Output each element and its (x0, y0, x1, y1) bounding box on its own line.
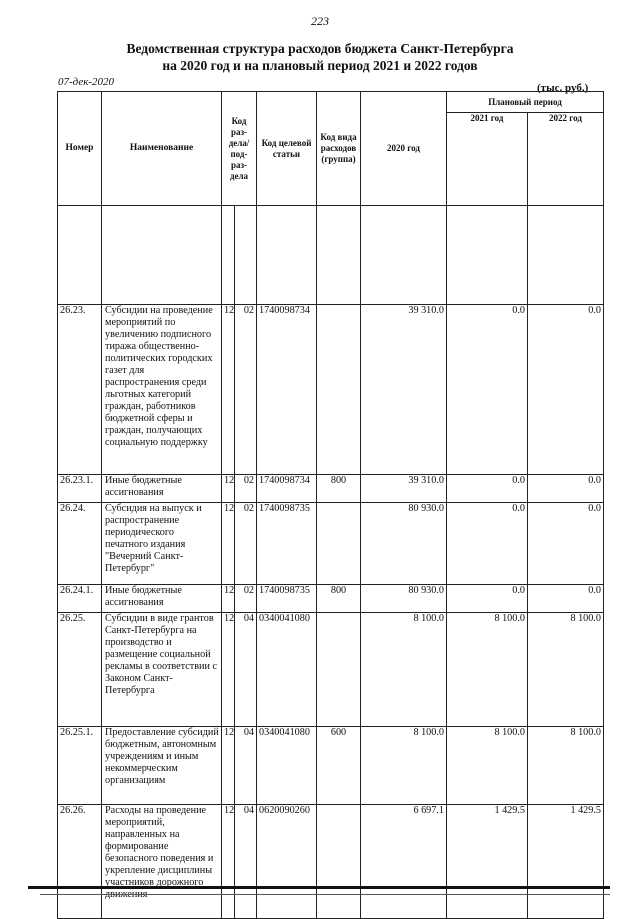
row-section: 12 (222, 475, 235, 503)
row-kvr (317, 613, 361, 727)
row-2022: 0.0 (528, 503, 604, 585)
row-name: Иные бюджетные ассигнования (102, 585, 222, 613)
header-target: Код целевой статьи (257, 92, 317, 206)
budget-table (57, 91, 604, 919)
table-row (58, 727, 604, 805)
header-2021: 2021 год (447, 113, 528, 206)
row-section: 12 (222, 727, 235, 805)
header-2022: 2022 год (528, 113, 604, 206)
row-2020: 80 930.0 (361, 503, 447, 585)
row-2022: 0.0 (528, 305, 604, 475)
row-kvr: 800 (317, 475, 361, 503)
row-name: Субсидии на проведение мероприятий по увеличению подписного тиража общественно-политических городских газет для распространения среди льготных категорий граждан, работников бюджетной сферы и граждан, получающих социальную поддержку (102, 305, 222, 475)
row-2021: 1 429.5 (447, 805, 528, 919)
row-2020: 80 930.0 (361, 585, 447, 613)
row-target: 1740098735 (257, 585, 317, 613)
row-number: 26.23. (58, 305, 102, 475)
row-number: 26.25. (58, 613, 102, 727)
title-line-2: на 2020 год и на плановый период 2021 и 2022 годов (162, 58, 478, 73)
row-target: 1740098734 (257, 475, 317, 503)
row-2020: 8 100.0 (361, 613, 447, 727)
row-subsection: 04 (235, 727, 257, 805)
row-2020: 39 310.0 (361, 475, 447, 503)
header-name: Наименование (102, 92, 222, 206)
row-subsection: 04 (235, 613, 257, 727)
table-row (58, 613, 604, 727)
table-row (58, 305, 604, 475)
row-section: 12 (222, 503, 235, 585)
table-row (58, 503, 604, 585)
row-number: 26.26. (58, 805, 102, 919)
row-kvr: 600 (317, 727, 361, 805)
row-subsection: 02 (235, 503, 257, 585)
header-kvr: Код вида расходов (группа) (317, 92, 361, 206)
row-section: 12 (222, 585, 235, 613)
row-2021: 0.0 (447, 585, 528, 613)
table-row (58, 805, 604, 919)
row-target: 0620090260 (257, 805, 317, 919)
row-2022: 0.0 (528, 585, 604, 613)
row-target: 1740098734 (257, 305, 317, 475)
page-number: 223 (311, 14, 329, 28)
row-2020: 8 100.0 (361, 727, 447, 805)
row-kvr (317, 305, 361, 475)
row-2022: 1 429.5 (528, 805, 604, 919)
spacer-row (58, 206, 604, 305)
table-row (58, 475, 604, 503)
row-target: 0340041080 (257, 613, 317, 727)
row-number: 26.24. (58, 503, 102, 585)
row-name: Предоставление субсидий бюджетным, автономным учреждениям и иным некоммерческим организациям (102, 727, 222, 805)
row-kvr (317, 503, 361, 585)
row-kvr: 800 (317, 585, 361, 613)
row-target: 0340041080 (257, 727, 317, 805)
row-number: 26.25.1. (58, 727, 102, 805)
row-section: 12 (222, 805, 235, 919)
row-2021: 8 100.0 (447, 727, 528, 805)
document-title (0, 40, 640, 74)
row-name: Иные бюджетные ассигнования (102, 475, 222, 503)
document-date: 07-дек-2020 (58, 76, 115, 88)
row-kvr (317, 805, 361, 919)
row-section: 12 (222, 305, 235, 475)
units-label: (тыс. руб.) (537, 82, 589, 94)
row-2020: 39 310.0 (361, 305, 447, 475)
row-subsection: 04 (235, 805, 257, 919)
row-target: 1740098735 (257, 503, 317, 585)
footer-rule-thin (40, 894, 610, 895)
row-name: Субсидии в виде грантов Санкт-Петербурга на производство и размещение социальной рекламы в соответствии с Законом Санкт-Петербурга (102, 613, 222, 727)
header-number: Номер (58, 92, 102, 206)
row-number: 26.23.1. (58, 475, 102, 503)
header-planned-period: Плановый период (447, 92, 604, 113)
row-subsection: 02 (235, 475, 257, 503)
row-name: Расходы на проведение мероприятий, направленных на формирование безопасного поведения и укрепление дисциплины участников дорожного движения (102, 805, 222, 919)
row-section: 12 (222, 613, 235, 727)
row-number: 26.24.1. (58, 585, 102, 613)
row-name: Субсидия на выпуск и распространение периодического печатного издания "Вечерний Санкт-Петербург" (102, 503, 222, 585)
row-2021: 0.0 (447, 305, 528, 475)
title-line-1: Ведомственная структура расходов бюджета Санкт-Петербурга (126, 41, 514, 56)
table-row (58, 585, 604, 613)
row-2021: 0.0 (447, 503, 528, 585)
row-2022: 8 100.0 (528, 727, 604, 805)
footer-rule (28, 886, 610, 889)
row-2022: 8 100.0 (528, 613, 604, 727)
row-2021: 0.0 (447, 475, 528, 503)
row-2022: 0.0 (528, 475, 604, 503)
table-header-row (58, 92, 604, 113)
row-subsection: 02 (235, 305, 257, 475)
row-2021: 8 100.0 (447, 613, 528, 727)
header-section: Код раз- дела/ под- раз- дела (222, 92, 257, 206)
row-2020: 6 697.1 (361, 805, 447, 919)
row-subsection: 02 (235, 585, 257, 613)
header-2020: 2020 год (361, 92, 447, 206)
